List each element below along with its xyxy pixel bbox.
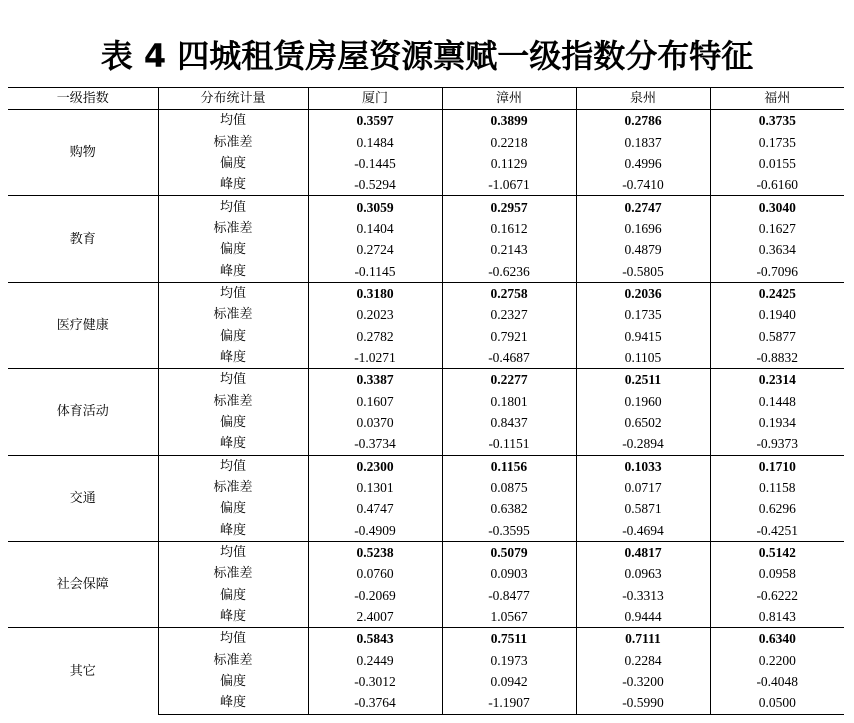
value-cell: -1.0271 [308, 347, 442, 369]
group-label: 其它 [8, 628, 158, 714]
table-body [8, 110, 844, 715]
value-cell: 0.2023 [308, 304, 442, 325]
value-cell: -0.3595 [442, 520, 576, 542]
value-cell: 0.4879 [576, 239, 710, 260]
value-cell: 0.4817 [576, 541, 710, 563]
value-cell: 0.1696 [576, 218, 710, 239]
value-cell: 0.2449 [308, 650, 442, 671]
group-label: 教育 [8, 196, 158, 282]
value-cell: 0.4996 [576, 153, 710, 174]
stat-label: 标准差 [158, 218, 308, 239]
value-cell: -0.4251 [710, 520, 844, 542]
group-label: 医疗健康 [8, 282, 158, 368]
stat-label: 峰度 [158, 606, 308, 628]
group-label: 社会保障 [8, 541, 158, 627]
value-cell: 0.1448 [710, 390, 844, 411]
value-cell: 0.2300 [308, 455, 442, 477]
value-cell: 0.1735 [710, 131, 844, 152]
stat-label: 偏度 [158, 153, 308, 174]
value-cell: 0.2724 [308, 239, 442, 260]
value-cell: -0.3734 [308, 433, 442, 455]
value-cell: 1.0567 [442, 606, 576, 628]
value-cell: -0.3313 [576, 585, 710, 606]
value-cell: -0.6222 [710, 585, 844, 606]
value-cell: 0.2511 [576, 369, 710, 391]
value-cell: 0.2425 [710, 282, 844, 304]
stat-label: 偏度 [158, 671, 308, 692]
value-cell: 0.2957 [442, 196, 576, 218]
header-city-xiamen: 厦门 [308, 88, 442, 110]
stat-label: 均值 [158, 369, 308, 391]
value-cell: -0.8477 [442, 585, 576, 606]
value-cell: 0.1404 [308, 218, 442, 239]
value-cell: 0.2782 [308, 325, 442, 346]
value-cell: 0.1158 [710, 477, 844, 498]
value-cell: 0.3899 [442, 110, 576, 132]
header-city-fuzhou: 福州 [710, 88, 844, 110]
stat-label: 均值 [158, 541, 308, 563]
value-cell: 0.3040 [710, 196, 844, 218]
table-row [8, 282, 844, 304]
value-cell: 0.6296 [710, 498, 844, 519]
value-cell: 0.3735 [710, 110, 844, 132]
value-cell: 0.5871 [576, 498, 710, 519]
value-cell: -0.9373 [710, 433, 844, 455]
value-cell: -0.7096 [710, 260, 844, 282]
value-cell: 0.6340 [710, 628, 844, 650]
stat-label: 峰度 [158, 520, 308, 542]
value-cell: 0.0963 [576, 563, 710, 584]
value-cell: -0.6236 [442, 260, 576, 282]
value-cell: 0.2284 [576, 650, 710, 671]
stat-label: 标准差 [158, 304, 308, 325]
value-cell: -0.4048 [710, 671, 844, 692]
header-city-quanzhou: 泉州 [576, 88, 710, 110]
stat-label: 均值 [158, 455, 308, 477]
header-index: 一级指数 [8, 88, 158, 110]
value-cell: 0.5877 [710, 325, 844, 346]
value-cell: -0.2894 [576, 433, 710, 455]
value-cell: 0.0942 [442, 671, 576, 692]
stat-label: 均值 [158, 196, 308, 218]
value-cell: -0.1151 [442, 433, 576, 455]
table-header [8, 88, 844, 110]
stat-label: 偏度 [158, 498, 308, 519]
value-cell: 0.1033 [576, 455, 710, 477]
value-cell: -0.3012 [308, 671, 442, 692]
value-cell: 0.5843 [308, 628, 442, 650]
value-cell: 0.2327 [442, 304, 576, 325]
value-cell: 0.3059 [308, 196, 442, 218]
value-cell: -0.5990 [576, 692, 710, 714]
value-cell: 0.2314 [710, 369, 844, 391]
header-stat: 分布统计量 [158, 88, 308, 110]
value-cell: 0.1156 [442, 455, 576, 477]
stat-label: 标准差 [158, 390, 308, 411]
table-row [8, 628, 844, 650]
value-cell: 0.1607 [308, 390, 442, 411]
table-row [8, 196, 844, 218]
value-cell: 0.3597 [308, 110, 442, 132]
value-cell: -1.0671 [442, 174, 576, 196]
stat-label: 峰度 [158, 174, 308, 196]
value-cell: 0.4747 [308, 498, 442, 519]
value-cell: 0.5079 [442, 541, 576, 563]
stat-label: 标准差 [158, 477, 308, 498]
stat-label: 均值 [158, 110, 308, 132]
group-label: 购物 [8, 110, 158, 196]
value-cell: 0.1960 [576, 390, 710, 411]
value-cell: 0.2786 [576, 110, 710, 132]
table-row [8, 369, 844, 391]
value-cell: -0.2069 [308, 585, 442, 606]
table-title: 表 4 四城租赁房屋资源禀赋一级指数分布特征 [100, 37, 754, 75]
value-cell: 2.4007 [308, 606, 442, 628]
value-cell: -0.4909 [308, 520, 442, 542]
value-cell: 0.7921 [442, 325, 576, 346]
value-cell: 0.1129 [442, 153, 576, 174]
value-cell: 0.3634 [710, 239, 844, 260]
value-cell: 0.1973 [442, 650, 576, 671]
value-cell: -0.8832 [710, 347, 844, 369]
stat-label: 偏度 [158, 585, 308, 606]
value-cell: 0.2747 [576, 196, 710, 218]
header-city-zhangzhou: 漳州 [442, 88, 576, 110]
stat-label: 标准差 [158, 650, 308, 671]
value-cell: 0.0370 [308, 412, 442, 433]
group-label: 体育活动 [8, 369, 158, 455]
value-cell: 0.0717 [576, 477, 710, 498]
value-cell: 0.1801 [442, 390, 576, 411]
stat-label: 偏度 [158, 412, 308, 433]
value-cell: 0.9415 [576, 325, 710, 346]
stat-label: 峰度 [158, 433, 308, 455]
value-cell: 0.1612 [442, 218, 576, 239]
table-row [8, 455, 844, 477]
value-cell: 0.2218 [442, 131, 576, 152]
stat-label: 峰度 [158, 347, 308, 369]
statistics-table [8, 87, 844, 715]
value-cell: 0.2143 [442, 239, 576, 260]
value-cell: 0.3180 [308, 282, 442, 304]
stat-label: 偏度 [158, 239, 308, 260]
value-cell: 0.1627 [710, 218, 844, 239]
stat-label: 均值 [158, 282, 308, 304]
stat-label: 峰度 [158, 692, 308, 714]
value-cell: -1.1907 [442, 692, 576, 714]
value-cell: 0.1710 [710, 455, 844, 477]
header-row [8, 88, 844, 110]
value-cell: 0.1484 [308, 131, 442, 152]
value-cell: 0.1301 [308, 477, 442, 498]
value-cell: -0.1145 [308, 260, 442, 282]
value-cell: 0.1934 [710, 412, 844, 433]
value-cell: -0.4687 [442, 347, 576, 369]
value-cell: 0.6502 [576, 412, 710, 433]
value-cell: 0.0155 [710, 153, 844, 174]
stat-label: 偏度 [158, 325, 308, 346]
table-row [8, 541, 844, 563]
value-cell: 0.2758 [442, 282, 576, 304]
table-row [8, 110, 844, 132]
value-cell: -0.1445 [308, 153, 442, 174]
value-cell: -0.4694 [576, 520, 710, 542]
value-cell: 0.1940 [710, 304, 844, 325]
value-cell: 0.0875 [442, 477, 576, 498]
value-cell: 0.0958 [710, 563, 844, 584]
value-cell: 0.2277 [442, 369, 576, 391]
value-cell: 0.1837 [576, 131, 710, 152]
value-cell: -0.6160 [710, 174, 844, 196]
value-cell: 0.8437 [442, 412, 576, 433]
value-cell: 0.2036 [576, 282, 710, 304]
value-cell: 0.3387 [308, 369, 442, 391]
value-cell: -0.3200 [576, 671, 710, 692]
value-cell: 0.0903 [442, 563, 576, 584]
value-cell: 0.0500 [710, 692, 844, 714]
value-cell: -0.3764 [308, 692, 442, 714]
value-cell: 0.0760 [308, 563, 442, 584]
value-cell: 0.1105 [576, 347, 710, 369]
stat-label: 均值 [158, 628, 308, 650]
group-label: 交通 [8, 455, 158, 541]
value-cell: -0.5294 [308, 174, 442, 196]
value-cell: 0.9444 [576, 606, 710, 628]
value-cell: 0.7511 [442, 628, 576, 650]
value-cell: 0.5238 [308, 541, 442, 563]
value-cell: 0.8143 [710, 606, 844, 628]
stat-label: 标准差 [158, 563, 308, 584]
value-cell: 0.1735 [576, 304, 710, 325]
value-cell: -0.5805 [576, 260, 710, 282]
value-cell: 0.6382 [442, 498, 576, 519]
value-cell: -0.7410 [576, 174, 710, 196]
value-cell: 0.2200 [710, 650, 844, 671]
value-cell: 0.7111 [576, 628, 710, 650]
stat-label: 标准差 [158, 131, 308, 152]
value-cell: 0.5142 [710, 541, 844, 563]
stat-label: 峰度 [158, 260, 308, 282]
